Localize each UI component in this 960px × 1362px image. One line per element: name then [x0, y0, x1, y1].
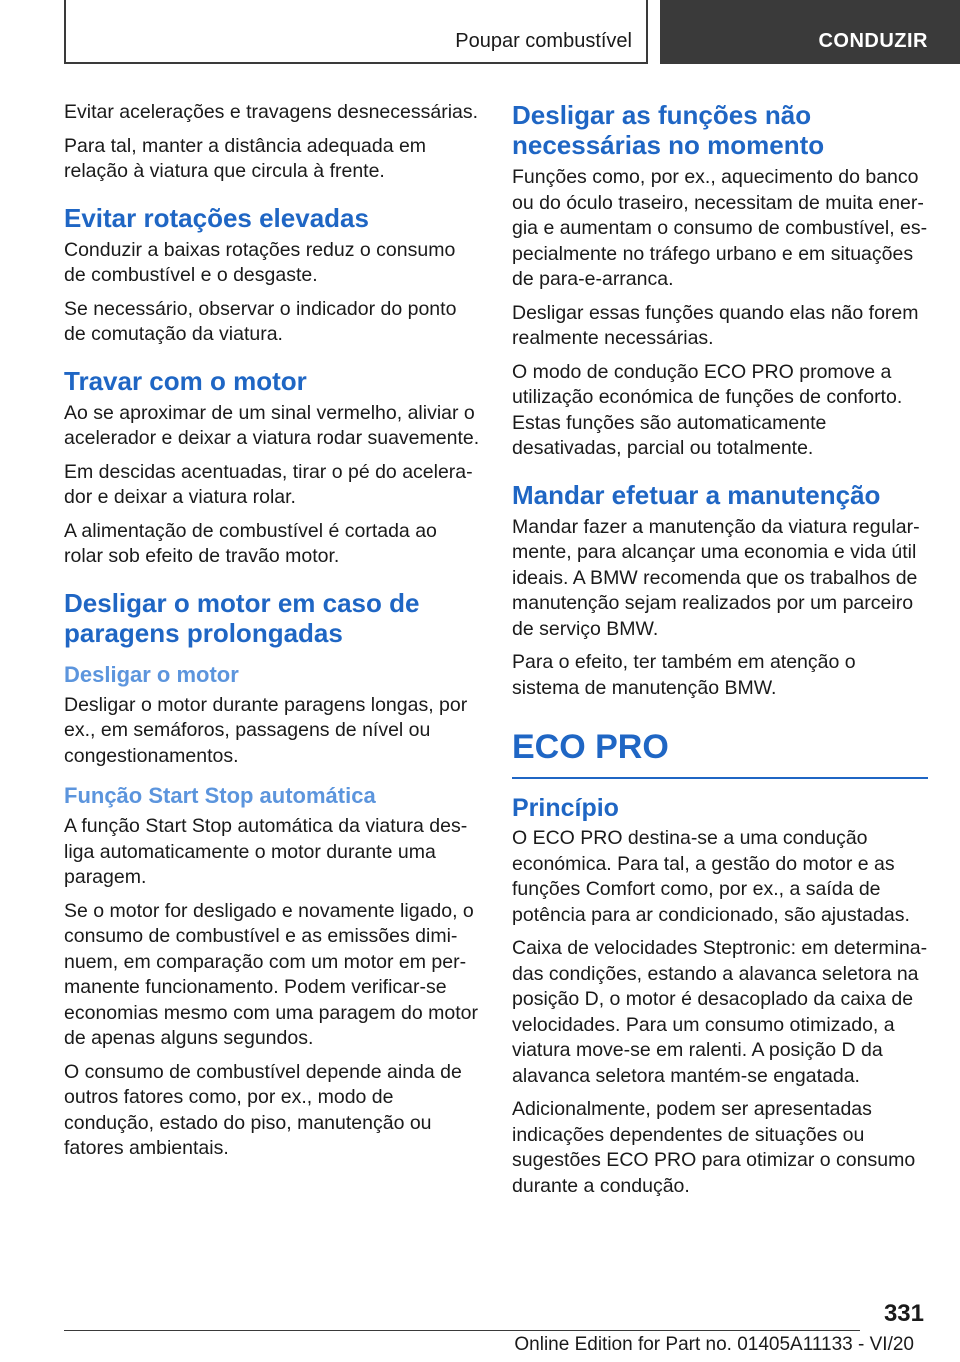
- paragraph: Desligar o motor durante paragens longas, por ex., em semáforos, passagens de nível ou congestionamentos.: [64, 693, 468, 767]
- heading-manutencao: Mandar efetuar a manutenção: [512, 479, 881, 510]
- paragraph: A alimentação de combustível é cortada ao rolar sob efeito de travão motor.: [64, 519, 437, 567]
- paragraph: A função Start Stop automática da viatura desliga automaticamente o motor durante uma paragem.: [64, 815, 468, 888]
- paragraph: Mandar fazer a manutenção da viatura regularmente, para alcançar uma economia e vida útil ideais. A BMW recomenda que os trabalhos de manutenção sejam realizados por um parceiro de serviço BMW.: [512, 515, 920, 640]
- page-number: 331: [883, 1300, 924, 1327]
- heading-travar-com-motor: Travar com o motor: [64, 365, 307, 396]
- header-chapter-box: [660, 0, 960, 64]
- paragraph: Conduzir a baixas rotações reduz o consumo de combustível e o desgaste.: [64, 238, 456, 286]
- paragraph: Em descidas acentuadas, tirar o pé do acelerador e deixar a viatura rolar.: [64, 460, 473, 508]
- paragraph: O consumo de combustível depende ainda de outros fatores como, por ex., modo de condução, estado do piso, manutenção ou fatores ambientais.: [64, 1060, 462, 1159]
- paragraph: Ao se aproximar de um sinal vermelho, aliviar o acelerador e deixar a viatura rodar suavemente.: [64, 401, 480, 449]
- header-chapter-title: CONDUZIR: [818, 30, 928, 52]
- subheading-principio: Princípio: [512, 794, 619, 822]
- footer-edition: Online Edition for Part no. 01405A11133 - VI/20: [514, 1334, 914, 1355]
- heading-evitar-rotacoes: Evitar rotações elevadas: [64, 202, 369, 233]
- subheading-desligar-motor: Desligar o motor: [64, 661, 239, 687]
- paragraph: Se o motor for desligado e novamente ligado, o consumo de combustível e as emissões diminuem, em comparação com um motor em permanente funcionamento. Podem verificar-se economias mesmo com uma paragem do motor de apenas alguns segundos.: [64, 899, 479, 1049]
- paragraph: Para o efeito, ter também em atenção o sistema de manutenção BMW.: [512, 651, 856, 699]
- paragraph: Funções como, por ex., aquecimento do banco ou do óculo traseiro, necessitam de muita energia e aumentam o consumo de combustível, especialmente no tráfego urbano e em situações de para-e-arranca.: [512, 166, 928, 290]
- paragraph: Caixa de velocidades Steptronic: em determinadas condições, estando a alavanca seletora na posição D, o motor é desacoplado da caixa de velocidades. Para um consumo otimizado, a viatura move-se em ralenti. A posição D da alavanca seletora mantém-se engatada.: [512, 937, 928, 1087]
- footer-divider: [64, 1330, 860, 1331]
- heading-eco-pro: ECO PRO: [512, 727, 928, 779]
- left-column: [64, 100, 480, 1170]
- paragraph: Se necessário, observar o indicador do ponto de comutação da viatura.: [64, 297, 457, 345]
- paragraph: O modo de condução ECO PRO promove a utilização económica de funções de conforto. Estas funções são automaticamente desativadas, parcial ou totalmente.: [512, 360, 903, 459]
- paragraph: O ECO PRO destina-se a uma condução económica. Para tal, a gestão do motor e as funções Comfort como, por ex., a saída de potência para ar condicionado, são ajustadas.: [512, 827, 910, 926]
- header-section-title: Poupar combustível: [455, 30, 632, 52]
- subheading-start-stop: Função Start Stop automática: [64, 783, 376, 808]
- heading-desligar-funcoes: Desligar as funções não necessárias no momento: [512, 100, 825, 160]
- paragraph: Evitar acelerações e travagens desnecessárias.: [64, 101, 479, 123]
- paragraph: Adicionalmente, podem ser apresentadas indicações dependentes de situações ou sugestões ECO PRO para otimizar o consumo durante a condução.: [512, 1098, 916, 1197]
- paragraph: Desligar essas funções quando elas não forem realmente necessárias.: [512, 301, 919, 349]
- header-section-box: [64, 0, 648, 64]
- right-column: [512, 100, 928, 1207]
- paragraph: Para tal, manter a distância adequada em relação à viatura que circula à frente.: [64, 134, 427, 182]
- heading-desligar-motor-paragens: Desligar o motor em caso de paragens prolongadas: [64, 587, 420, 648]
